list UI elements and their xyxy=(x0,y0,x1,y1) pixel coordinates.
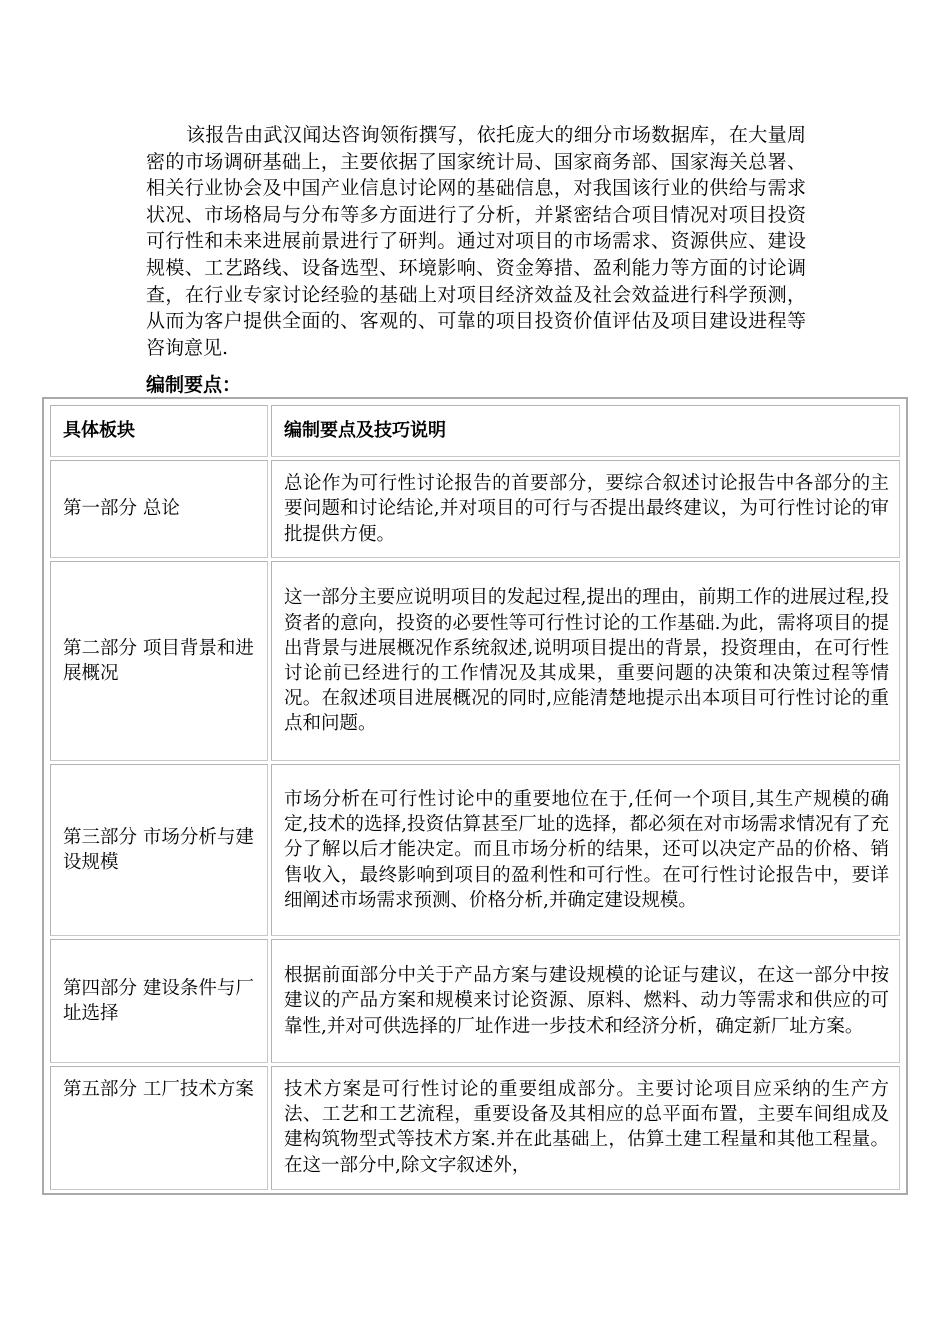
table-header-row xyxy=(50,405,900,457)
compilation-points-table xyxy=(42,397,908,1195)
description-cell: 根据前面部分中关于产品方案与建设规模的论证与建议，在这一部分中按建议的产品方案和规模来讨论资源、原料、燃料、动力等需求和供应的可靠性,并对可供选择的厂址作进一步技术和经济分析，确定新厂址方案。 xyxy=(271,939,900,1063)
header-description: 编制要点及技巧说明 xyxy=(271,405,900,457)
section-cell: 第四部分 建设条件与厂址选择 xyxy=(50,939,268,1063)
section-cell: 第三部分 市场分析与建设规模 xyxy=(50,764,268,936)
table-row xyxy=(50,939,900,1063)
intro-paragraph: 该报告由武汉闻达咨询领衔撰写，依托庞大的细分市场数据库，在大量周密的市场调研基础上，主要依据了国家统计局、国家商务部、国家海关总署、相关行业协会及中国产业信息讨论网的基础信息，对我国该行业的供给与需求状况、市场格局与分布等多方面进行了分析，并紧密结合项目情况对项目投资可行性和未来进展前景进行了研判。通过对项目的市场需求、资源供应、建设规模、工艺路线、设备选型、环境影响、资金筹措、盈利能力等方面的讨论调查，在行业专家讨论经验的基础上对项目经济效益及社会效益进行科学预测，从而为客户提供全面的、客观的、可靠的项目投资价值评估及项目建设进程等咨询意见. xyxy=(146,124,806,359)
section-cell: 第一部分 总论 xyxy=(50,460,268,558)
description-cell: 市场分析在可行性讨论中的重要地位在于,任何一个项目,其生产规模的确定,技术的选择,投资估算甚至厂址的选择，都必须在对市场需求情况有了充分了解以后才能决定。而且市场分析的结果，还可以决定产品的价格、销售收入，最终影响到项目的盈利性和可行性。在可行性讨论报告中，要详细阐述市场需求预测、价格分析,并确定建设规模。 xyxy=(271,764,900,936)
section-cell: 第五部分 工厂技术方案 xyxy=(50,1066,268,1190)
section-cell: 第二部分 项目背景和进展概况 xyxy=(50,561,268,761)
table-row xyxy=(50,561,900,761)
description-cell: 总论作为可行性讨论报告的首要部分，要综合叙述讨论报告中各部分的主要问题和讨论结论,并对项目的可行与否提出最终建议，为可行性讨论的审批提供方便。 xyxy=(271,460,900,558)
header-section: 具体板块 xyxy=(50,405,268,457)
section-heading: 编制要点： xyxy=(146,374,242,396)
table-row xyxy=(50,764,900,936)
table-row xyxy=(50,460,900,558)
table-row xyxy=(50,1066,900,1190)
description-cell: 技术方案是可行性讨论的重要组成部分。主要讨论项目应采纳的生产方法、工艺和工艺流程，重要设备及其相应的总平面布置，主要车间组成及建构筑物型式等技术方案.并在此基础上，估算土建工程量和其他工程量。在这一部分中,除文字叙述外， xyxy=(271,1066,900,1190)
description-cell: 这一部分主要应说明项目的发起过程,提出的理由，前期工作的进展过程,投资者的意向，投资的必要性等可行性讨论的工作基础.为此，需将项目的提出背景与进展概况作系统叙述,说明项目提出的背景，投资理由，在可行性讨论前已经进行的工作情况及其成果，重要问题的决策和决策过程等情况。在叙述项目进展概况的同时,应能清楚地提示出本项目可行性讨论的重点和问题。 xyxy=(271,561,900,761)
